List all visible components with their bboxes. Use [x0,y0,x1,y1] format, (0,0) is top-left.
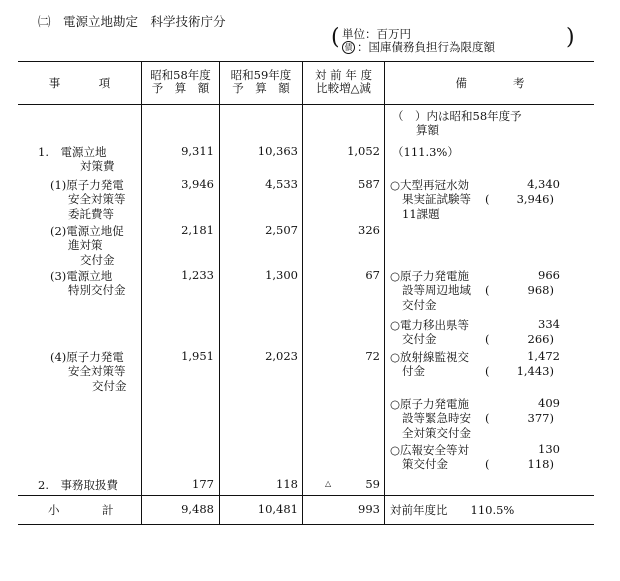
col-divider-4 [384,61,385,524]
total-diff: 993 [358,502,380,516]
row-1c-b58: 1,233 [181,268,214,282]
row-2-b59: 118 [276,477,298,491]
row-1c-label: (3)電源立地 特別交付金 [50,269,126,298]
table-top-rule [18,61,594,62]
row-1d-note2-prev: ( 377) [485,411,554,425]
row-1d-label: (4)原子力発電 安全対策等 交付金 [50,350,127,393]
row-1d-note2-val: 409 [538,396,560,410]
unit-label: 単位：百万円 [342,27,411,41]
row-1-label: 1. 電源立地 対策費 [38,145,115,174]
row-1d-b58: 1,951 [181,349,214,363]
table-total-rule [18,495,594,496]
unit-bracket-left: ( [331,25,340,50]
col-divider-2 [219,61,220,524]
col-divider-3 [302,61,303,524]
row-1-diff: 1,052 [347,144,380,158]
col-divider-1 [141,61,142,524]
total-label: 小 計 [48,503,116,517]
row-1a-diff: 587 [358,177,380,191]
row-1d-b59: 2,023 [265,349,298,363]
row-1d-note1-prev: ( 1,443) [485,364,554,378]
row-1a-label: (1)原子力発電 安全対策等 委託費等 [50,178,126,221]
row-1c-note2-prev: ( 266) [485,332,554,346]
debt-mark-icon: 債 [342,41,355,54]
unit-bracket-right: ) [566,25,575,50]
unit-label-debt: 債 ：国庫債務負担行為限度額 [342,41,495,55]
total-note: 対前年度比 110.5% [390,503,515,517]
notes-intro: （ ）内は昭和58年度予 算額 [392,109,522,138]
row-1a-note-prev: ( 3,946) [485,192,554,206]
section-title: ㈡ 電源立地勘定 科学技術庁分 [38,14,226,29]
total-b58: 9,488 [181,502,214,516]
row-1b-b59: 2,507 [265,223,298,237]
row-1d-note1-text: ○放射線監視交 付金 [390,350,470,379]
total-b59: 10,481 [257,502,298,516]
row-1d-note3-prev: ( 118) [485,457,554,471]
header-budget59: 昭和59年度 予 算 額 [230,68,292,96]
row-1d-diff: 72 [365,349,380,363]
row-2-label: 2. 事務取扱費 [38,478,118,492]
row-1a-b59: 4,533 [265,177,298,191]
row-1d-note2-text: ○原子力発電施 設等緊急時安 全対策交付金 [390,397,471,440]
header-item: 事 項 [48,76,112,90]
header-diff: 対 前 年 度 比較増△減 [315,68,372,96]
row-2-diff: 59 [365,477,380,491]
row-1c-note1-prev: ( 968) [485,283,554,297]
row-1a-note-val: 4,340 [527,177,560,191]
row-2-diff-mark: △ [325,479,332,488]
row-1c-note1-val: 966 [538,268,560,282]
row-1a-b58: 3,946 [181,177,214,191]
row-1c-diff: 67 [365,268,380,282]
row-1a-note-text: ○大型再冠水効 果実証試験等 11課題 [390,178,471,221]
row-1-b59: 10,363 [257,144,298,158]
row-1c-note2-val: 334 [538,317,560,331]
row-1b-diff: 326 [358,223,380,237]
header-notes: 備 考 [455,76,525,90]
row-1d-note1-val: 1,472 [527,349,560,363]
row-2-b58: 177 [192,477,214,491]
row-1b-b58: 2,181 [181,223,214,237]
row-1d-note3-text: ○広報安全等対 策交付金 [390,443,470,472]
row-1-b58: 9,311 [181,144,214,158]
row-1c-note2-text: ○電力移出県等 交付金 [390,318,470,347]
table-bottom-rule [18,524,594,525]
row-1b-label: (2)電源立地促 進対策 交付金 [50,224,124,267]
row-1d-note3-val: 130 [538,442,560,456]
row-1c-note1-text: ○原子力発電施 設等周辺地域 交付金 [390,269,471,312]
table-header-rule [18,104,594,105]
row-1c-b59: 1,300 [265,268,298,282]
header-budget58: 昭和58年度 予 算 額 [150,68,211,96]
row-1-note: （111.3%） [392,145,459,159]
